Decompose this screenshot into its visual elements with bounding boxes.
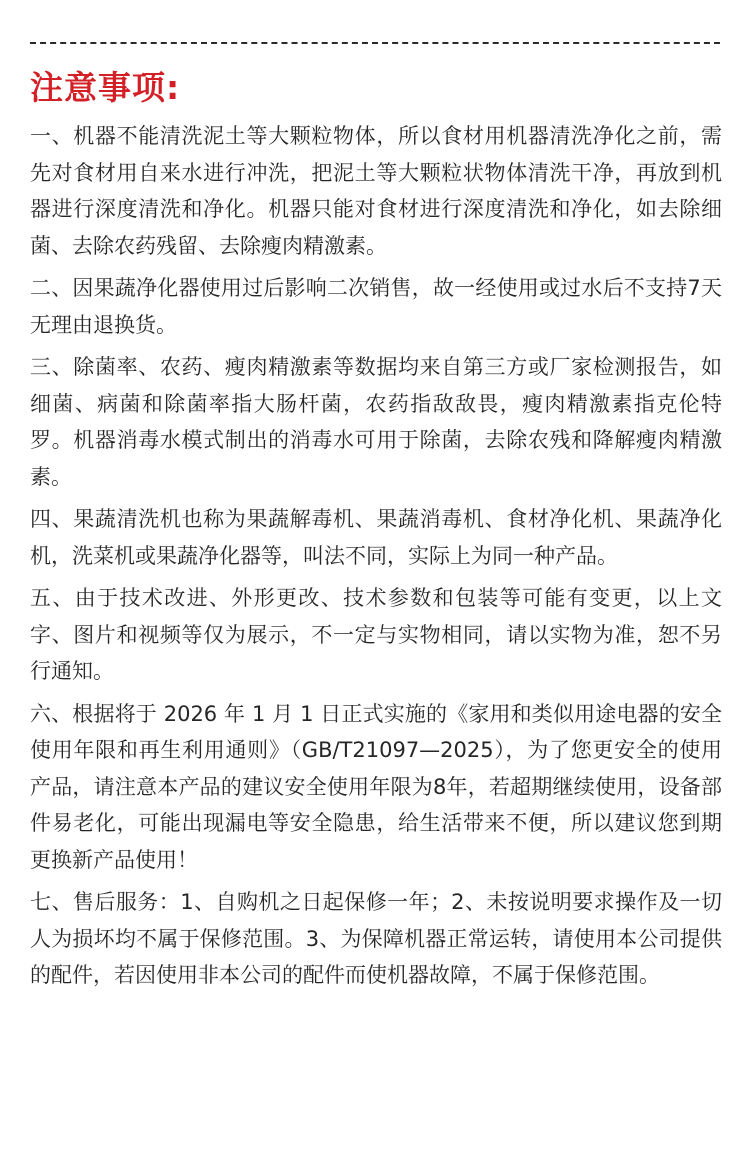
notice-item-4: 四、果蔬清洗机也称为果蔬解毒机、果蔬消毒机、食材净化机、果蔬净化机，洗菜机或果蔬净化器等，叫法不同，实际上为同一种产品。 (30, 507, 722, 568)
notice-item-2: 二、因果蔬净化器使用过后影响二次销售，故一经使用或过水后不支持7天无理由退换货。 (30, 276, 722, 337)
notice-item-7: 七、售后服务：1、自购机之日起保修一年；2、未按说明要求操作及一切人为损坏均不属于保修范围。3、为保障机器正常运转，请使用本公司提供的配件，若因使用非本公司的配件而使机器故障，不属于保修范围。 (30, 890, 722, 987)
notice-list (30, 118, 722, 1000)
notice-item-3: 三、除菌率、农药、瘦肉精激素等数据均来自第三方或厂家检测报告，如细菌、病菌和除菌率指大肠杆菌，农药指敌敌畏，瘦肉精激素指克伦特罗。机器消毒水模式制出的消毒水可用于除菌，去除农残和降解瘦肉精激素。 (30, 355, 722, 489)
notice-item-6: 六、根据将于 2026 年 1 月 1 日正式实施的《家用和类似用途电器的安全使用年限和再生利用通则》（GB/T21097—2025），为了您更安全的使用产品，请注意本产品的建议安全使用年限为8年，若超期继续使用，设备部件易老化，可能出现漏电等安全隐患，给生活带来不便，所以建议您到期更换新产品使用！ (30, 701, 722, 872)
dashed-divider (30, 42, 720, 44)
notice-item-5: 五、由于技术改进、外形更改、技术参数和包装等可能有变更，以上文字、图片和视频等仅为展示，不一定与实物相同，请以实物为准，恕不另行通知。 (30, 586, 722, 683)
notice-item-1: 一、机器不能清洗泥土等大颗粒物体，所以食材用机器清洗净化之前，需先对食材用自来水进行冲洗，把泥土等大颗粒状物体清洗干净，再放到机器进行深度清洗和净化。机器只能对食材进行深度清洗和净化，如去除细菌、去除农药残留、去除瘦肉精激素。 (30, 124, 722, 258)
page-title: 注意事项: (30, 68, 181, 107)
